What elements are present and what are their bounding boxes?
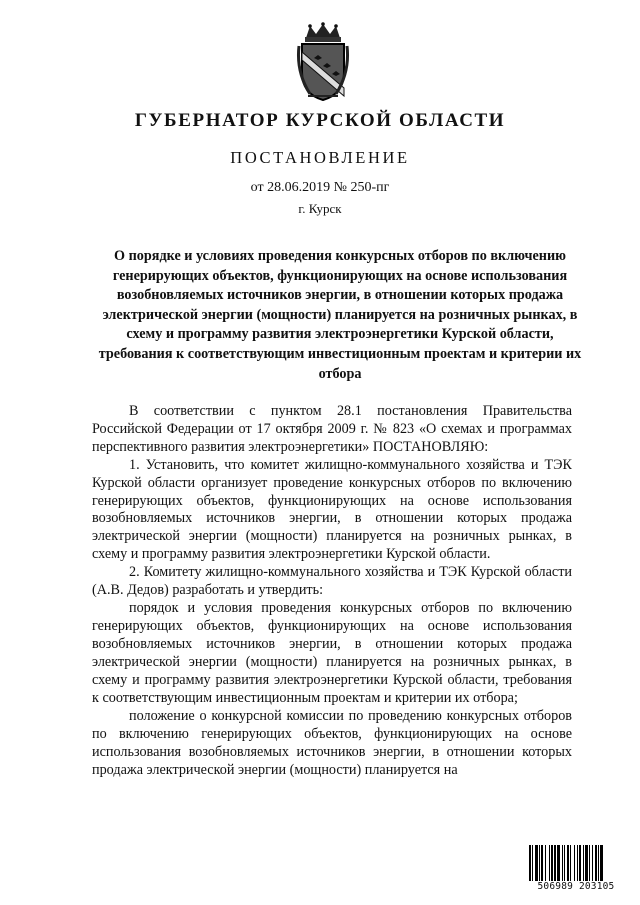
document-place: г. Курск <box>298 201 342 216</box>
clause-2-item-1-paragraph: порядок и условия проведения конкурсных отборов по включению генерирующих объектов, функционирующих на основе использования возобновляемых источников энергии, в отношении которых продажа электрической энергии (мощности) планируется на розничных рынках, в схему и программу развития электроэнергетики Курской области, требования к соответствующим инвестиционным проектам и критерии их отбора; <box>92 599 572 706</box>
authority-title: ГУБЕРНАТОР КУРСКОЙ ОБЛАСТИ <box>134 110 506 131</box>
barcode-number: 506989 203105 <box>528 881 624 893</box>
kursk-coat-of-arms-icon <box>296 22 350 102</box>
clause-1-paragraph: 1. Установить, что комитет жилищно-коммунального хозяйства и ТЭК Курской области организует проведение конкурсных отборов по включению генерирующих объектов, функционирующих на основе использования возобновляемых источников энергии, в отношении которых продажа электрической энергии (мощности) планируется на розничных рынках, в схему и программу развития электроэнергетики Курской области. <box>92 456 572 563</box>
preamble-paragraph: В соответствии с пунктом 28.1 постановления Правительства Российской Федерации от 17 октября 2009 г. № 823 «О схемах и программах перспективного развития электроэнергетики» ПОСТАНОВЛЯЮ: <box>92 403 572 455</box>
document-body <box>92 403 572 780</box>
clause-2-item-2-paragraph: положение о конкурсной комиссии по проведению конкурсных отборов по включению генерирующих объектов, функционирующих на основе использования возобновляемых источников энергии, в отношении которых продажа электрической энергии (мощности) планируется на <box>92 708 572 779</box>
document-type: ПОСТАНОВЛЕНИЕ <box>230 148 410 167</box>
document-subject: О порядке и условиях проведения конкурсных отборов по включению генерирующих объектов, функционирующих на основе использования возобновляемых источников энергии, в отношении которых продажа электрической энергии (мощности) планируется на розничных рынках, в схему и программу развития электроэнергетики Курской области, требования к соответствующим инвестиционным проектам и критерии их отбора <box>98 248 582 382</box>
document-date-number: от 28.06.2019 № 250-пг <box>250 180 390 195</box>
clause-2-paragraph: 2. Комитету жилищно-коммунального хозяйства и ТЭК Курской области (А.В. Дедов) разработать и утвердить: <box>92 564 572 599</box>
